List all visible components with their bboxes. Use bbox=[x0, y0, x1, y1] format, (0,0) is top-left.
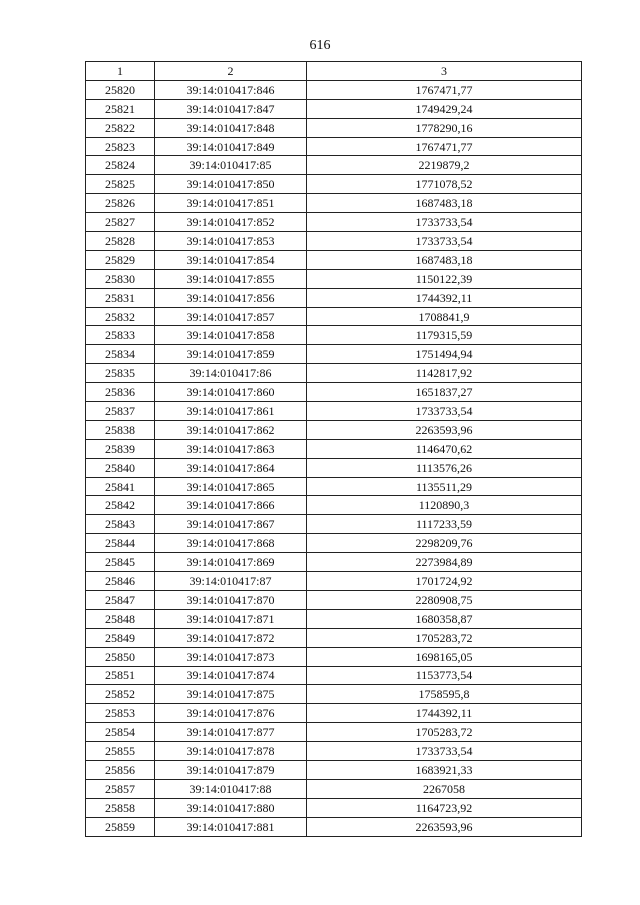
value-cell: 1778290,16 bbox=[307, 118, 582, 137]
value-cell: 1179315,59 bbox=[307, 326, 582, 345]
cadastral-number-cell: 39:14:010417:877 bbox=[155, 723, 307, 742]
value-cell: 1749429,24 bbox=[307, 99, 582, 118]
value-cell: 1733733,54 bbox=[307, 232, 582, 251]
value-cell: 1744392,11 bbox=[307, 288, 582, 307]
cadastral-number-cell: 39:14:010417:875 bbox=[155, 685, 307, 704]
cadastral-number-cell: 39:14:010417:867 bbox=[155, 515, 307, 534]
cadastral-number-cell: 39:14:010417:865 bbox=[155, 477, 307, 496]
cadastral-number-cell: 39:14:010417:849 bbox=[155, 137, 307, 156]
table-row bbox=[86, 590, 582, 609]
cadastral-number-cell: 39:14:010417:863 bbox=[155, 439, 307, 458]
table-row bbox=[86, 326, 582, 345]
cadastral-number-cell: 39:14:010417:880 bbox=[155, 798, 307, 817]
table-row bbox=[86, 194, 582, 213]
table-row bbox=[86, 345, 582, 364]
row-number-cell: 25847 bbox=[86, 590, 155, 609]
row-number-cell: 25824 bbox=[86, 156, 155, 175]
table-row bbox=[86, 742, 582, 761]
cadastral-number-cell: 39:14:010417:868 bbox=[155, 534, 307, 553]
value-cell: 1120890,3 bbox=[307, 496, 582, 515]
cadastral-number-cell: 39:14:010417:855 bbox=[155, 269, 307, 288]
value-cell: 1146470,62 bbox=[307, 439, 582, 458]
row-number-cell: 25846 bbox=[86, 572, 155, 591]
value-cell: 2280908,75 bbox=[307, 590, 582, 609]
table-row bbox=[86, 647, 582, 666]
value-cell: 1708841,9 bbox=[307, 307, 582, 326]
value-cell: 1150122,39 bbox=[307, 269, 582, 288]
row-number-cell: 25844 bbox=[86, 534, 155, 553]
table-row bbox=[86, 609, 582, 628]
value-cell: 2263593,96 bbox=[307, 817, 582, 836]
value-cell: 1733733,54 bbox=[307, 742, 582, 761]
cadastral-number-cell: 39:14:010417:870 bbox=[155, 590, 307, 609]
cadastral-number-cell: 39:14:010417:881 bbox=[155, 817, 307, 836]
cadastral-number-cell: 39:14:010417:869 bbox=[155, 553, 307, 572]
row-number-cell: 25845 bbox=[86, 553, 155, 572]
value-cell: 1701724,92 bbox=[307, 572, 582, 591]
row-number-cell: 25836 bbox=[86, 383, 155, 402]
row-number-cell: 25841 bbox=[86, 477, 155, 496]
cadastral-number-cell: 39:14:010417:854 bbox=[155, 250, 307, 269]
table-row bbox=[86, 250, 582, 269]
cadastral-number-cell: 39:14:010417:858 bbox=[155, 326, 307, 345]
row-number-cell: 25835 bbox=[86, 364, 155, 383]
cadastral-number-cell: 39:14:010417:872 bbox=[155, 628, 307, 647]
table-row bbox=[86, 779, 582, 798]
row-number-cell: 25830 bbox=[86, 269, 155, 288]
value-cell: 2273984,89 bbox=[307, 553, 582, 572]
value-cell: 1164723,92 bbox=[307, 798, 582, 817]
cadastral-number-cell: 39:14:010417:853 bbox=[155, 232, 307, 251]
table-row bbox=[86, 99, 582, 118]
row-number-cell: 25840 bbox=[86, 458, 155, 477]
cadastral-number-cell: 39:14:010417:847 bbox=[155, 99, 307, 118]
value-cell: 1687483,18 bbox=[307, 250, 582, 269]
column-header-3: 3 bbox=[307, 62, 582, 81]
cadastral-number-cell: 39:14:010417:88 bbox=[155, 779, 307, 798]
table-row bbox=[86, 515, 582, 534]
cadastral-number-cell: 39:14:010417:878 bbox=[155, 742, 307, 761]
row-number-cell: 25832 bbox=[86, 307, 155, 326]
row-number-cell: 25848 bbox=[86, 609, 155, 628]
table-row bbox=[86, 288, 582, 307]
registry-table bbox=[85, 61, 582, 837]
value-cell: 1117233,59 bbox=[307, 515, 582, 534]
row-number-cell: 25834 bbox=[86, 345, 155, 364]
value-cell: 1651837,27 bbox=[307, 383, 582, 402]
value-cell: 1705283,72 bbox=[307, 628, 582, 647]
value-cell: 1135511,29 bbox=[307, 477, 582, 496]
table-row bbox=[86, 760, 582, 779]
row-number-cell: 25839 bbox=[86, 439, 155, 458]
table-row bbox=[86, 156, 582, 175]
table-row bbox=[86, 723, 582, 742]
table-row bbox=[86, 704, 582, 723]
row-number-cell: 25823 bbox=[86, 137, 155, 156]
cadastral-number-cell: 39:14:010417:876 bbox=[155, 704, 307, 723]
table-row bbox=[86, 553, 582, 572]
table-row bbox=[86, 439, 582, 458]
table-row bbox=[86, 458, 582, 477]
value-cell: 1687483,18 bbox=[307, 194, 582, 213]
row-number-cell: 25855 bbox=[86, 742, 155, 761]
table-row bbox=[86, 817, 582, 836]
value-cell: 2267058 bbox=[307, 779, 582, 798]
cadastral-number-cell: 39:14:010417:859 bbox=[155, 345, 307, 364]
value-cell: 1733733,54 bbox=[307, 402, 582, 421]
row-number-cell: 25829 bbox=[86, 250, 155, 269]
value-cell: 1153773,54 bbox=[307, 666, 582, 685]
table-header bbox=[86, 62, 582, 81]
table-row bbox=[86, 572, 582, 591]
row-number-cell: 25831 bbox=[86, 288, 155, 307]
row-number-cell: 25825 bbox=[86, 175, 155, 194]
cadastral-number-cell: 39:14:010417:873 bbox=[155, 647, 307, 666]
value-cell: 1698165,05 bbox=[307, 647, 582, 666]
header-row bbox=[86, 62, 582, 81]
value-cell: 2263593,96 bbox=[307, 420, 582, 439]
table-row bbox=[86, 402, 582, 421]
cadastral-number-cell: 39:14:010417:85 bbox=[155, 156, 307, 175]
cadastral-number-cell: 39:14:010417:864 bbox=[155, 458, 307, 477]
table-row bbox=[86, 80, 582, 99]
row-number-cell: 25857 bbox=[86, 779, 155, 798]
table-row bbox=[86, 383, 582, 402]
row-number-cell: 25859 bbox=[86, 817, 155, 836]
row-number-cell: 25821 bbox=[86, 99, 155, 118]
cadastral-number-cell: 39:14:010417:846 bbox=[155, 80, 307, 99]
cadastral-number-cell: 39:14:010417:862 bbox=[155, 420, 307, 439]
value-cell: 1751494,94 bbox=[307, 345, 582, 364]
row-number-cell: 25828 bbox=[86, 232, 155, 251]
value-cell: 1142817,92 bbox=[307, 364, 582, 383]
cadastral-number-cell: 39:14:010417:874 bbox=[155, 666, 307, 685]
row-number-cell: 25854 bbox=[86, 723, 155, 742]
row-number-cell: 25820 bbox=[86, 80, 155, 99]
row-number-cell: 25858 bbox=[86, 798, 155, 817]
value-cell: 1767471,77 bbox=[307, 137, 582, 156]
row-number-cell: 25837 bbox=[86, 402, 155, 421]
cadastral-number-cell: 39:14:010417:848 bbox=[155, 118, 307, 137]
table-row bbox=[86, 685, 582, 704]
row-number-cell: 25833 bbox=[86, 326, 155, 345]
value-cell: 1767471,77 bbox=[307, 80, 582, 99]
table-row bbox=[86, 666, 582, 685]
cadastral-number-cell: 39:14:010417:857 bbox=[155, 307, 307, 326]
cadastral-number-cell: 39:14:010417:871 bbox=[155, 609, 307, 628]
row-number-cell: 25853 bbox=[86, 704, 155, 723]
table-row bbox=[86, 477, 582, 496]
row-number-cell: 25851 bbox=[86, 666, 155, 685]
column-header-1: 1 bbox=[86, 62, 155, 81]
row-number-cell: 25849 bbox=[86, 628, 155, 647]
value-cell: 1113576,26 bbox=[307, 458, 582, 477]
row-number-cell: 25842 bbox=[86, 496, 155, 515]
table-row bbox=[86, 137, 582, 156]
cadastral-number-cell: 39:14:010417:852 bbox=[155, 213, 307, 232]
table-row bbox=[86, 798, 582, 817]
cadastral-number-cell: 39:14:010417:879 bbox=[155, 760, 307, 779]
table-row bbox=[86, 496, 582, 515]
value-cell: 2219879,2 bbox=[307, 156, 582, 175]
table-body bbox=[86, 80, 582, 836]
value-cell: 1680358,87 bbox=[307, 609, 582, 628]
cadastral-number-cell: 39:14:010417:856 bbox=[155, 288, 307, 307]
row-number-cell: 25826 bbox=[86, 194, 155, 213]
cadastral-number-cell: 39:14:010417:87 bbox=[155, 572, 307, 591]
row-number-cell: 25822 bbox=[86, 118, 155, 137]
row-number-cell: 25827 bbox=[86, 213, 155, 232]
value-cell: 1683921,33 bbox=[307, 760, 582, 779]
cadastral-number-cell: 39:14:010417:86 bbox=[155, 364, 307, 383]
row-number-cell: 25843 bbox=[86, 515, 155, 534]
cadastral-number-cell: 39:14:010417:866 bbox=[155, 496, 307, 515]
value-cell: 1744392,11 bbox=[307, 704, 582, 723]
value-cell: 1733733,54 bbox=[307, 213, 582, 232]
cadastral-number-cell: 39:14:010417:850 bbox=[155, 175, 307, 194]
row-number-cell: 25838 bbox=[86, 420, 155, 439]
row-number-cell: 25856 bbox=[86, 760, 155, 779]
table-row bbox=[86, 269, 582, 288]
table-row bbox=[86, 175, 582, 194]
value-cell: 1758595,8 bbox=[307, 685, 582, 704]
column-header-2: 2 bbox=[155, 62, 307, 81]
table-row bbox=[86, 232, 582, 251]
table-row bbox=[86, 213, 582, 232]
cadastral-number-cell: 39:14:010417:861 bbox=[155, 402, 307, 421]
cadastral-number-cell: 39:14:010417:860 bbox=[155, 383, 307, 402]
table-row bbox=[86, 364, 582, 383]
value-cell: 1705283,72 bbox=[307, 723, 582, 742]
value-cell: 2298209,76 bbox=[307, 534, 582, 553]
table-row bbox=[86, 307, 582, 326]
cadastral-number-cell: 39:14:010417:851 bbox=[155, 194, 307, 213]
page-number: 616 bbox=[309, 38, 331, 53]
value-cell: 1771078,52 bbox=[307, 175, 582, 194]
table-row bbox=[86, 628, 582, 647]
table-row bbox=[86, 420, 582, 439]
table-row bbox=[86, 534, 582, 553]
row-number-cell: 25852 bbox=[86, 685, 155, 704]
table-row bbox=[86, 118, 582, 137]
row-number-cell: 25850 bbox=[86, 647, 155, 666]
